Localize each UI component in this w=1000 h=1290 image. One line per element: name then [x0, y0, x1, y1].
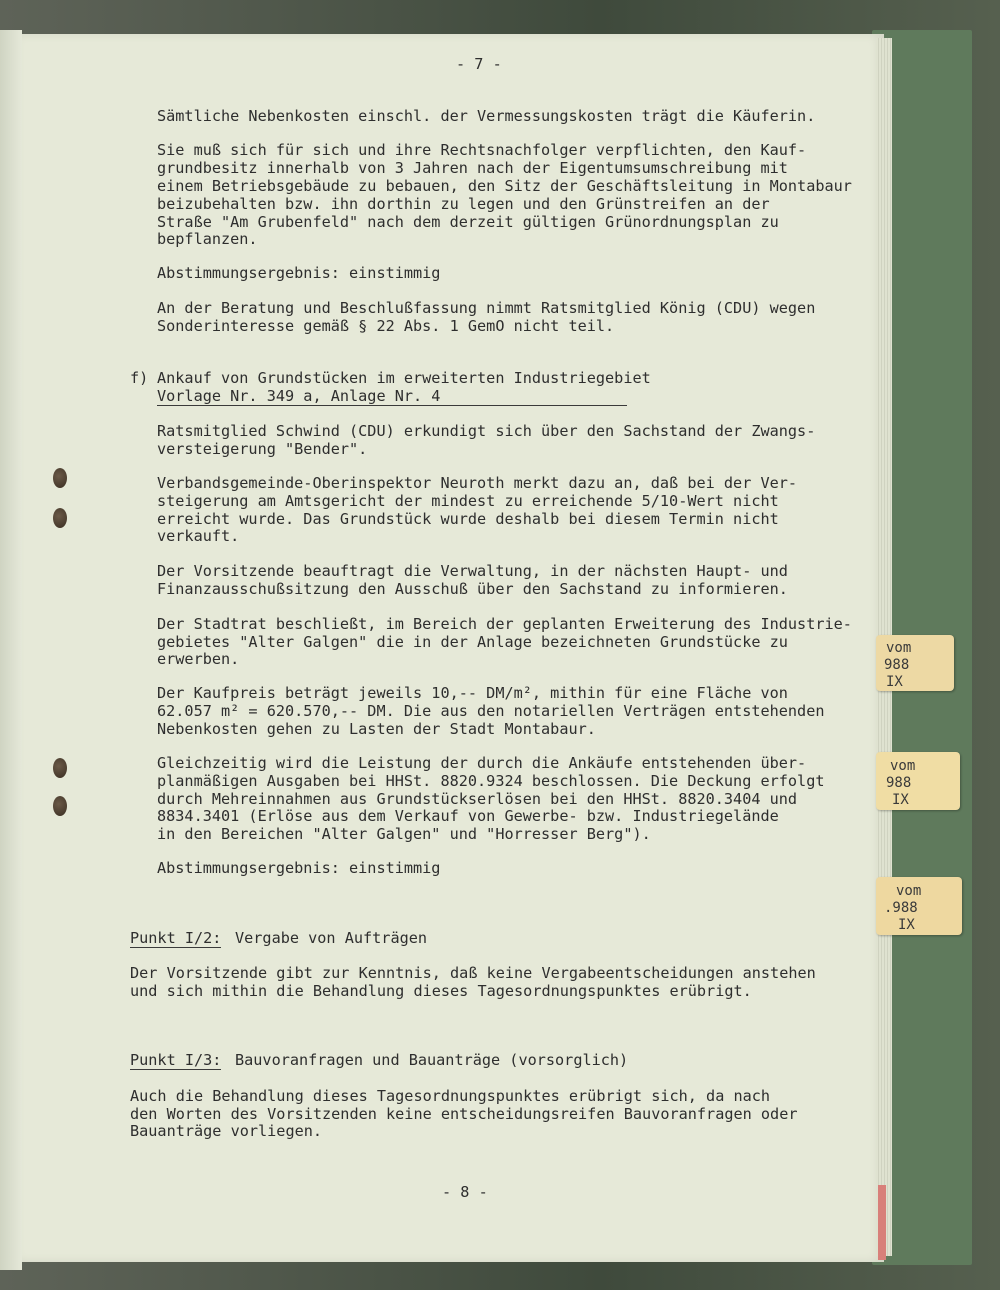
paragraph-f6-line: Gleichzeitig wird die Leistung der durch die Ankäufe entstehenden über- — [157, 754, 807, 772]
paragraph-obligation-line: bepflanzen. — [157, 230, 258, 248]
paragraph-f3-line: Finanzausschußsitzung den Ausschuß über den Sachstand zu informieren. — [157, 580, 788, 598]
page-number-bottom: - 8 - — [442, 1183, 488, 1201]
tab-line: vom — [886, 640, 912, 656]
index-tab[interactable] — [876, 752, 960, 810]
punkt2-body-line: und sich mithin die Behandlung dieses Tagesordnungspunktes erübrigt. — [130, 982, 752, 1000]
tab-line: 988 — [886, 775, 912, 791]
paragraph-participation-line: Sonderinteresse gemäß § 22 Abs. 1 GemO nicht teil. — [157, 317, 615, 335]
punkt3-label-underline — [130, 1069, 221, 1070]
paragraph-f6-line: 8834.3401 (Erlöse aus dem Verkauf von Gewerbe- bzw. Industriegelände — [157, 807, 779, 825]
punkt2-label: Punkt I/2: — [130, 929, 222, 947]
tab-line: vom — [896, 883, 922, 899]
punkt3-body-line: Bauanträge vorliegen. — [130, 1122, 323, 1140]
paragraph-obligation-line: grundbesitz innerhalb von 3 Jahren nach der Eigentumsumschreibung mit — [157, 159, 788, 177]
paragraph-obligation-line: einem Betriebsgebäude zu bebauen, den Sitz der Geschäftsleitung in Montabaur — [157, 177, 852, 195]
paragraph-f5-line: Der Kaufpreis beträgt jeweils 10,-- DM/m², mithin für eine Fläche von — [157, 684, 788, 702]
paragraph-f6-line: planmäßigen Ausgaben bei HHSt. 8820.9324 beschlossen. Die Deckung erfolgt — [157, 772, 825, 790]
tab-line: vom — [890, 758, 916, 774]
paragraph-f3-line: Der Vorsitzende beauftragt die Verwaltung, in der nächsten Haupt- und — [157, 562, 788, 580]
section-f-subtitle: Vorlage Nr. 349 a, Anlage Nr. 4 — [157, 387, 441, 405]
section-f-marker: f) — [130, 369, 149, 387]
paragraph-costs: Sämtliche Nebenkosten einschl. der Vermessungskosten trägt die Käuferin. — [157, 107, 816, 125]
punkt2-label-underline — [130, 947, 221, 948]
tab-line: .988 — [884, 900, 918, 916]
red-divider-strip — [878, 1185, 886, 1260]
punkt2-title: Vergabe von Aufträgen — [235, 929, 428, 947]
section-f-title: Ankauf von Grundstücken im erweiterten Industriegebiet — [157, 369, 651, 387]
paragraph-obligation-line: Straße "Am Grubenfeld" nach dem derzeit gültigen Grünordnungsplan zu — [157, 213, 779, 231]
tab-line: IX — [892, 792, 909, 808]
document-page — [22, 34, 884, 1262]
punkt3-title: Bauvoranfragen und Bauanträge (vorsorglich) — [235, 1051, 629, 1069]
paragraph-f2-line: erreicht wurde. Das Grundstück wurde deshalb bei diesem Termin nicht — [157, 510, 779, 528]
typed-text — [22, 34, 852, 1201]
punkt3-body-line: den Worten des Vorsitzenden keine entscheidungsreifen Bauvoranfragen oder — [130, 1105, 798, 1123]
vote-result: Abstimmungsergebnis: einstimmig — [157, 264, 441, 282]
tab-line: IX — [886, 674, 903, 690]
paragraph-obligation-line: beizubehalten bzw. ihn dorthin zu legen und den Grünstreifen an der — [157, 195, 770, 213]
index-tab[interactable] — [876, 877, 962, 935]
index-tab[interactable] — [876, 635, 954, 691]
punkt3-label: Punkt I/3: — [130, 1051, 222, 1069]
paragraph-f6-line: durch Mehreinnahmen aus Grundstückserlösen bei den HHSt. 8820.3404 und — [157, 790, 798, 808]
paragraph-f2-line: Verbandsgemeinde-Oberinspektor Neuroth merkt dazu an, daß bei der Ver- — [157, 474, 798, 492]
section-f-underline — [157, 405, 627, 406]
previous-page-edge — [0, 30, 22, 1270]
paragraph-f4-line: gebietes "Alter Galgen" die in der Anlage bezeichneten Grundstücke zu — [157, 633, 788, 651]
tab-line: 988 — [884, 657, 910, 673]
punkt3-body-line: Auch die Behandlung dieses Tagesordnungspunktes erübrigt sich, da nach — [130, 1087, 771, 1105]
punkt2-body-line: Der Vorsitzende gibt zur Kenntnis, daß keine Vergabeentscheidungen anstehen — [130, 964, 816, 982]
paragraph-f2-line: verkauft. — [157, 527, 240, 545]
paragraph-f4-line: erwerben. — [157, 650, 240, 668]
paragraph-f6-line: in den Bereichen "Alter Galgen" und "Horresser Berg"). — [157, 825, 651, 843]
paragraph-f1-line: Ratsmitglied Schwind (CDU) erkundigt sich über den Sachstand der Zwangs- — [157, 422, 816, 440]
page-number-top: - 7 - — [456, 55, 502, 73]
paragraph-participation-line: An der Beratung und Beschlußfassung nimmt Ratsmitglied König (CDU) wegen — [157, 299, 816, 317]
paragraph-f2-line: steigerung am Amtsgericht der mindest zu erreichende 5/10-Wert nicht — [157, 492, 779, 510]
vote-result: Abstimmungsergebnis: einstimmig — [157, 859, 441, 877]
paragraph-obligation-line: Sie muß sich für sich und ihre Rechtsnachfolger verpflichten, den Kauf- — [157, 141, 807, 159]
paragraph-f1-line: versteigerung "Bender". — [157, 440, 368, 458]
paragraph-f5-line: 62.057 m² = 620.570,-- DM. Die aus den notariellen Verträgen entstehenden — [157, 702, 825, 720]
paragraph-f5-line: Nebenkosten gehen zu Lasten der Stadt Montabaur. — [157, 720, 596, 738]
tab-line: IX — [898, 917, 915, 933]
paragraph-f4-line: Der Stadtrat beschließt, im Bereich der geplanten Erweiterung des Industrie- — [157, 615, 852, 633]
